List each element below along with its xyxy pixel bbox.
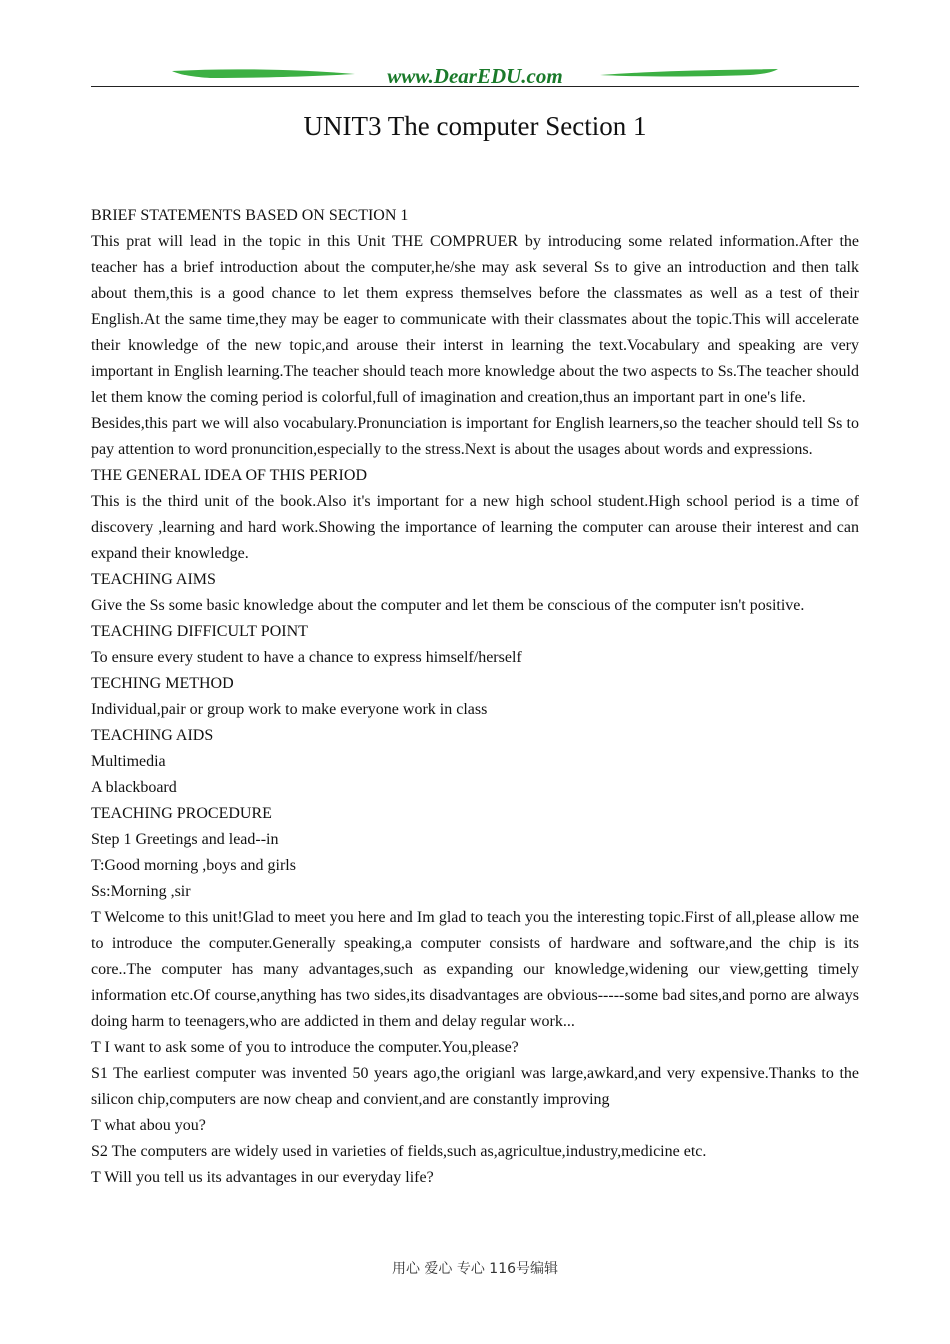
document-body	[91, 203, 859, 1191]
heading-difficult-point: TEACHING DIFFICULT POINT	[91, 623, 308, 640]
dialogue-line: T what abou you?	[91, 1117, 206, 1134]
header-rule	[91, 86, 859, 87]
list-item: A blackboard	[91, 779, 177, 796]
heading-teaching-method: TECHING METHOD	[91, 675, 234, 692]
dialogue-line: Ss:Morning ,sir	[91, 883, 191, 900]
list-item: Multimedia	[91, 753, 166, 770]
site-logo-banner	[170, 62, 780, 88]
heading-brief-statements: BRIEF STATEMENTS BASED ON SECTION 1	[91, 207, 409, 224]
paragraph: Individual,pair or group work to make everyone work in class	[91, 701, 488, 718]
dialogue-line: T Welcome to this unit!Glad to meet you here and Im glad to teach you the interesting topic.First of all,please allow me to introduce the computer.Generally speaking,a computer consists of hardware and software,and the chip is its core..The computer has many advantages,such as expanding our knowledge,widening our view,getting timely information etc.Of course,anything has two sides,its disadvantages are obvious-----some bad sites,and porno are always doing harm to teenagers,who are addicted in them and delay regular work...	[91, 909, 859, 1030]
heading-teaching-aids: TEACHING AIDS	[91, 727, 214, 744]
logo-text: www.DearEDU.com	[387, 64, 563, 88]
heading-teaching-procedure: TEACHING PROCEDURE	[91, 805, 272, 822]
dialogue-line: S2 The computers are widely used in varieties of fields,such as,agricultue,industry,medicine etc.	[91, 1143, 707, 1160]
right-swoosh-icon	[600, 69, 778, 77]
page-footer: 用心 爱心 专心 116号编辑	[391, 1261, 559, 1277]
paragraph: Besides,this part we will also vocabulary.Pronunciation is important for English learners,so the teacher should tell Ss to pay attention to word pronuncition,especially to the stress.Next is about the usages about words and expressions.	[91, 415, 859, 458]
heading-general-idea: THE GENERAL IDEA OF THIS PERIOD	[91, 467, 367, 484]
page-title: UNIT3 The computer Section 1	[303, 111, 647, 141]
paragraph: To ensure every student to have a chance to express himself/herself	[91, 649, 522, 666]
paragraph: Give the Ss some basic knowledge about the computer and let them be conscious of the computer isn't positive.	[91, 597, 805, 614]
left-swoosh-icon	[172, 69, 355, 78]
dialogue-line: T Will you tell us its advantages in our everyday life?	[91, 1169, 434, 1186]
dialogue-line: S1 The earliest computer was invented 50 years ago,the origianl was large,awkard,and very expensive.Thanks to the silicon chip,computers are now cheap and convient,and are constantly improving	[91, 1065, 859, 1108]
paragraph: This prat will lead in the topic in this Unit THE COMPRUER by introducing some related information.After the teacher has a brief introduction about the computer,he/she may ask several Ss to give an introduction and then talk about them,this is a good chance to let them express themselves before the classmates as well as a test of their English.At the same time,they may be eager to communicate with their classmates about the topic.This will accelerate their knowledge of the new topic,and arouse their interst in learning the text.Vocabulary and speaking are very important in English learning.The teacher should teach more knowledge about the two aspects to Ss.The teacher should let them know the coming period is colorful,full of imagination and creation,thus an important part in one's life.	[91, 233, 859, 406]
dialogue-line: T I want to ask some of you to introduce the computer.You,please?	[91, 1039, 519, 1056]
paragraph: This is the third unit of the book.Also it's important for a new high school student.High school period is a time of discovery ,learning and hard work.Showing the importance of learning the computer can arouse their interest and can expand their knowledge.	[91, 493, 859, 562]
step-heading: Step 1 Greetings and lead--in	[91, 831, 279, 848]
dialogue-line: T:Good morning ,boys and girls	[91, 857, 296, 874]
heading-teaching-aims: TEACHING AIMS	[91, 571, 216, 588]
